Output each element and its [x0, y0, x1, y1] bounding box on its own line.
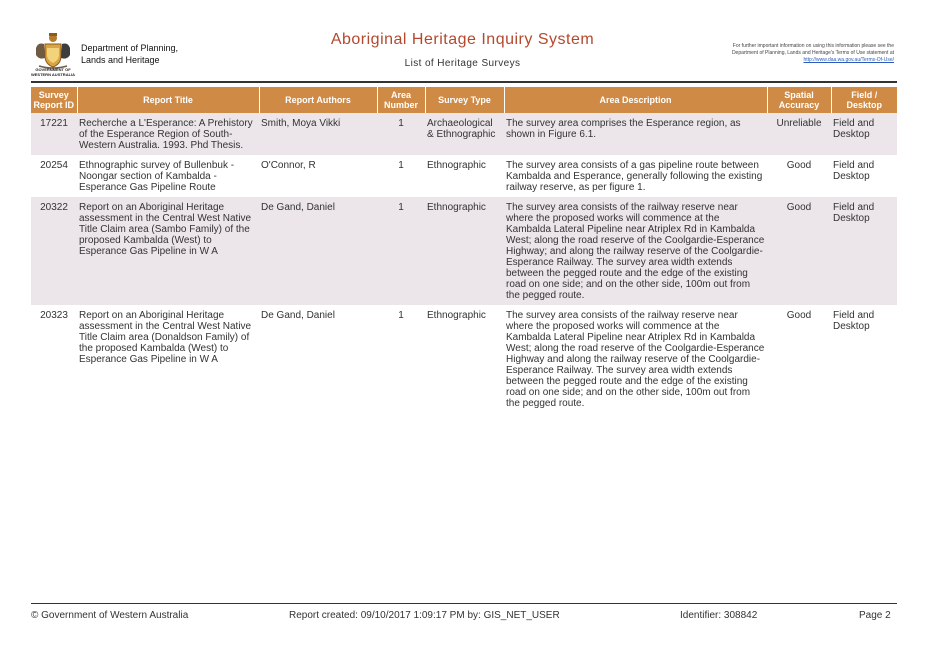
area-description: The survey area consists of the railway reserve near where the proposed works will commence at the Kambalda Lateral Pipeline near Atriplex Rd in Kambalda West; along the road reserve of the Coolgardie-Esperance Highway and along the railway reserve of the Coolgardie-Esperance Railway. The survey area width extends between the pegged route and the edge of the existing road on one side; and on the other side, 100m out from the pegged route. — [506, 310, 765, 409]
report-authors: De Gand, Daniel — [261, 310, 335, 321]
survey-type: Archaeological & Ethnographic — [425, 113, 504, 155]
table-row — [31, 113, 897, 155]
table-row — [31, 305, 897, 413]
area-description: The survey area comprises the Esperance region, as shown in Figure 6.1. — [504, 113, 767, 155]
survey-report-id: 20322 — [31, 197, 77, 305]
field-desktop: Field and Desktop — [833, 310, 875, 332]
report-subtitle: List of Heritage Surveys — [404, 58, 521, 69]
report-created-info: Report created: 09/10/2017 1:09:17 PM by: GIS_NET_USER — [289, 610, 560, 621]
report-header — [0, 0, 928, 82]
table-row — [31, 155, 897, 197]
page-number: Page 2 — [859, 610, 891, 621]
column-header-field-desktop: Field / Desktop — [831, 87, 897, 113]
report-authors: Smith, Moya Vikki — [259, 113, 377, 155]
area-number: 1 — [377, 113, 425, 155]
spatial-accuracy: Good — [786, 160, 812, 171]
report-title: Ethnographic survey of Bullenbuk - Noongar section of Kambalda - Esperance Gas Pipeline Route — [79, 160, 235, 193]
note-line-2: Department of Planning, Lands and Heritage's Terms of Use statement at — [731, 50, 894, 56]
report-title: Report on an Aboriginal Heritage assessment in the Central West Native Title Claim area (Donaldson Family) of the proposed Kambalda (West) to Esperance Gas Pipeline in W A — [79, 310, 252, 365]
area-number: 1 — [398, 310, 404, 321]
report-title: Report on an Aboriginal Heritage assessment in the Central West Native Title Claim area (Sambo Family) of the proposed Kambalda (West) to Esperance Gas Pipeline in W A — [77, 197, 259, 305]
column-header-spatial-accuracy: Spatial Accuracy — [767, 87, 831, 113]
report-title: Recherche a L'Esperance: A Prehistory of the Esperance Region of South-Western Australia. 1993. Phd Thesis. — [77, 113, 259, 155]
field-desktop: Field and Desktop — [833, 160, 875, 182]
survey-report-id: 20254 — [40, 160, 68, 171]
copyright-notice: © Government of Western Australia — [31, 610, 189, 621]
system-title: Aboriginal Heritage Inquiry System — [330, 31, 595, 48]
survey-report-id: 20323 — [40, 310, 68, 321]
report-identifier: Identifier: 308842 — [680, 610, 758, 621]
note-line-1: For further important information on using this information please see the — [732, 43, 894, 49]
terms-of-use-note — [664, 43, 894, 64]
survey-type: Ethnographic — [427, 160, 486, 171]
terms-of-use-link[interactable]: http://www.daa.wa.gov.au/Terms-Of-Use/ — [803, 57, 894, 63]
department-name — [81, 42, 178, 66]
field-desktop: Field and Desktop — [831, 113, 897, 155]
crest-caption: GOVERNMENT OF WESTERN AUSTRALIA — [30, 67, 76, 77]
column-header-survey-type: Survey Type — [425, 87, 504, 113]
survey-type: Ethnographic — [425, 197, 504, 305]
area-number: 1 — [398, 160, 404, 171]
heritage-surveys-table — [31, 87, 897, 413]
header-divider — [31, 81, 897, 83]
department-line-1: Department of Planning, — [81, 43, 179, 53]
spatial-accuracy: Good — [767, 197, 831, 305]
area-number: 1 — [377, 197, 425, 305]
survey-report-id: 17221 — [31, 113, 77, 155]
area-description: The survey area consists of a gas pipeline route between Kambalda and Esperance, generally following the existing railway reserve, as per figure 1. — [506, 160, 763, 193]
department-line-2: Lands and Heritage — [81, 55, 160, 65]
area-description: The survey area consists of the railway reserve near where the proposed works will commence at the Kambalda Lateral Pipeline near Atriplex Rd in Kambalda West; along the road reserve of the Coolgardie-Esperance Highway; and along the railway reserve of the Coolgardie-Esperance Railway. The survey area width extends between the pegged route and the edge of the existing road on one side; and on the other side, 100m out from the pegged route. — [504, 197, 767, 305]
survey-type: Ethnographic — [427, 310, 486, 321]
spatial-accuracy: Unreliable — [767, 113, 831, 155]
footer-divider — [31, 603, 897, 604]
column-header-report-authors: Report Authors — [259, 87, 377, 113]
field-desktop: Field and Desktop — [831, 197, 897, 305]
column-header-area-description: Area Description — [504, 87, 767, 113]
table-row — [31, 197, 897, 305]
report-authors: De Gand, Daniel — [259, 197, 377, 305]
table-header-row — [31, 87, 897, 113]
column-header-area-number: Area Number — [377, 87, 425, 113]
report-authors: O'Connor, R — [261, 160, 316, 171]
column-header-report-title: Report Title — [77, 87, 259, 113]
column-header-survey-report-id: Survey Report ID — [31, 87, 77, 113]
spatial-accuracy: Good — [786, 310, 812, 321]
